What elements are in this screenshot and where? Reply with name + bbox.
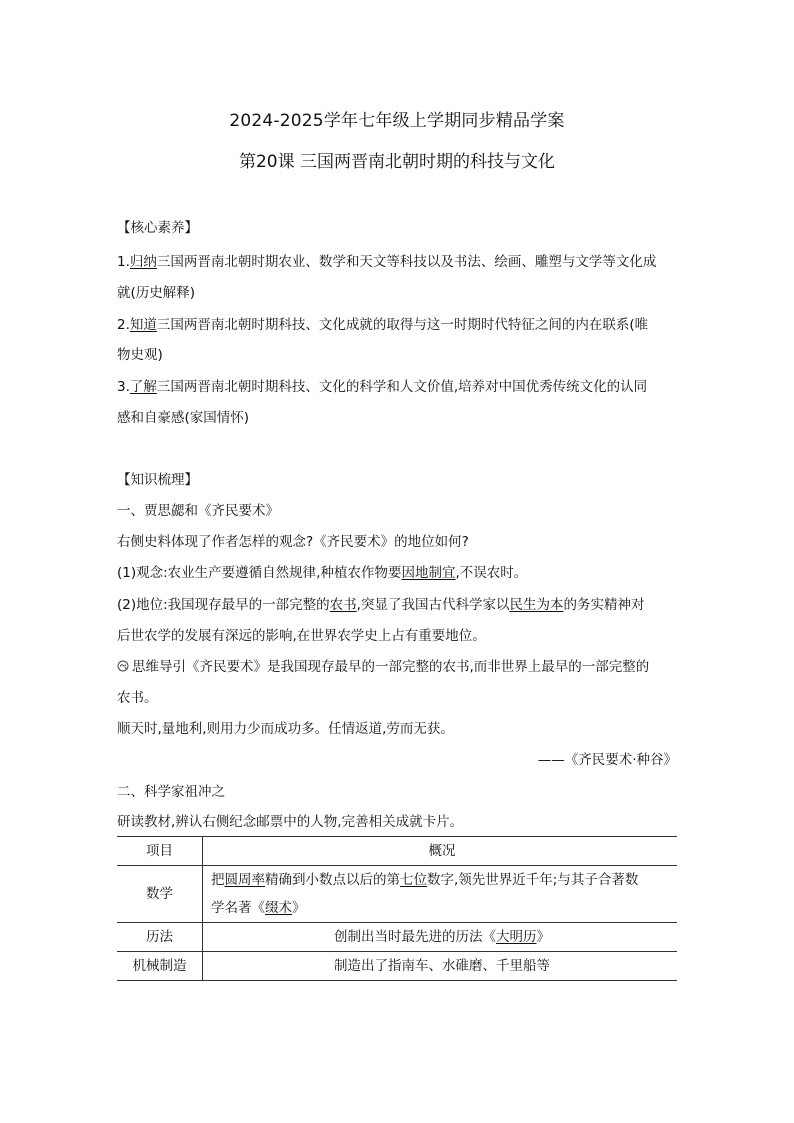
table-cell-category: 数学	[117, 866, 203, 923]
document-title: 2024-2025学年七年级上学期同步精品学案	[229, 111, 565, 131]
table-cell-detail: 把圆周率精确到小数点以后的第七位数字,领先世界近千年;与其子合著数 学名著《缀术》	[203, 866, 678, 923]
core-item-3-line-1: 3.了解三国两晋南北朝时期科技、文化的科学和人文价值,培养对中国优秀传统文化的认同	[117, 379, 648, 395]
answer-underlined: 缀术	[265, 900, 292, 916]
core-heading: 【核心素养】	[117, 220, 198, 236]
core-item-1-line-1: 1.归纳三国两晋南北朝时期农业、数学和天文等科技以及书法、绘画、雕塑与文学等文化成	[117, 254, 657, 270]
section-1-title: 一、贾思勰和《齐民要术》	[117, 503, 279, 519]
core-item-3-line-2: 感和自豪感(家国情怀)	[117, 410, 250, 426]
table-row	[117, 952, 677, 981]
mind-guide-line-1: 思维导引《齐民要术》是我国现存最早的一部完整的农书,而非世界上最早的一部完整的	[117, 655, 649, 675]
knowledge-heading: 【知识梳理】	[117, 472, 198, 488]
thinking-guide-icon	[117, 660, 129, 672]
achievement-table	[117, 836, 677, 981]
table-header-row	[117, 837, 677, 866]
table-header-item: 项目	[117, 837, 203, 866]
table-row	[117, 923, 677, 952]
core-item-2-line-2: 物史观)	[117, 347, 163, 363]
answer-2-line-2: 后世农学的发展有深远的影响,在世界农学史上占有重要地位。	[117, 628, 486, 644]
table-cell-category: 机械制造	[117, 952, 203, 981]
table-row	[117, 866, 677, 923]
section-2-title: 二、科学家祖冲之	[117, 784, 225, 800]
answer-underlined: 民生为本	[509, 597, 564, 613]
answer-underlined: 圆周率	[224, 872, 265, 888]
keyword-underlined: 归纳	[129, 254, 157, 270]
section-1-question: 右侧史料体现了作者怎样的观念?《齐民要术》的地位如何?	[117, 534, 469, 550]
lesson-title: 第20课 三国两晋南北朝时期的科技与文化	[238, 152, 556, 172]
keyword-underlined: 了解	[129, 379, 157, 395]
mind-guide-line-2: 农书。	[117, 690, 158, 706]
quote-source: ——《齐民要术·种谷》	[537, 752, 677, 768]
answer-underlined: 大明历	[496, 929, 537, 945]
core-item-2-line-1: 2.知道三国两晋南北朝时期科技、文化成就的取得与这一时期时代特征之间的内在联系(唯	[117, 317, 649, 333]
answer-2-line-1: (2)地位:我国现存最早的一部完整的农书,突显了我国古代科学家以民生为本的务实精神对	[117, 597, 645, 613]
historical-quote: 顺天时,量地利,则用力少而成功多。任情返道,劳而无获。	[117, 721, 454, 737]
table-cell-category: 历法	[117, 923, 203, 952]
keyword-underlined: 知道	[129, 317, 157, 333]
core-item-1-line-2: 就(历史解释)	[117, 285, 196, 301]
answer-underlined: 因地制宜	[401, 565, 456, 581]
answer-1: (1)观念:农业生产要遵循自然规律,种植农作物要因地制宜,不误农时。	[117, 565, 528, 581]
table-header-overview: 概况	[203, 837, 678, 866]
answer-underlined: 七位	[400, 872, 427, 888]
section-2-intro: 研读教材,辨认右侧纪念邮票中的人物,完善相关成就卡片。	[117, 814, 464, 830]
table-cell-detail: 创制出当时最先进的历法《大明历》	[203, 923, 678, 952]
answer-underlined: 农书	[329, 597, 357, 613]
table-cell-detail: 制造出了指南车、水碓磨、千里船等	[203, 952, 678, 981]
